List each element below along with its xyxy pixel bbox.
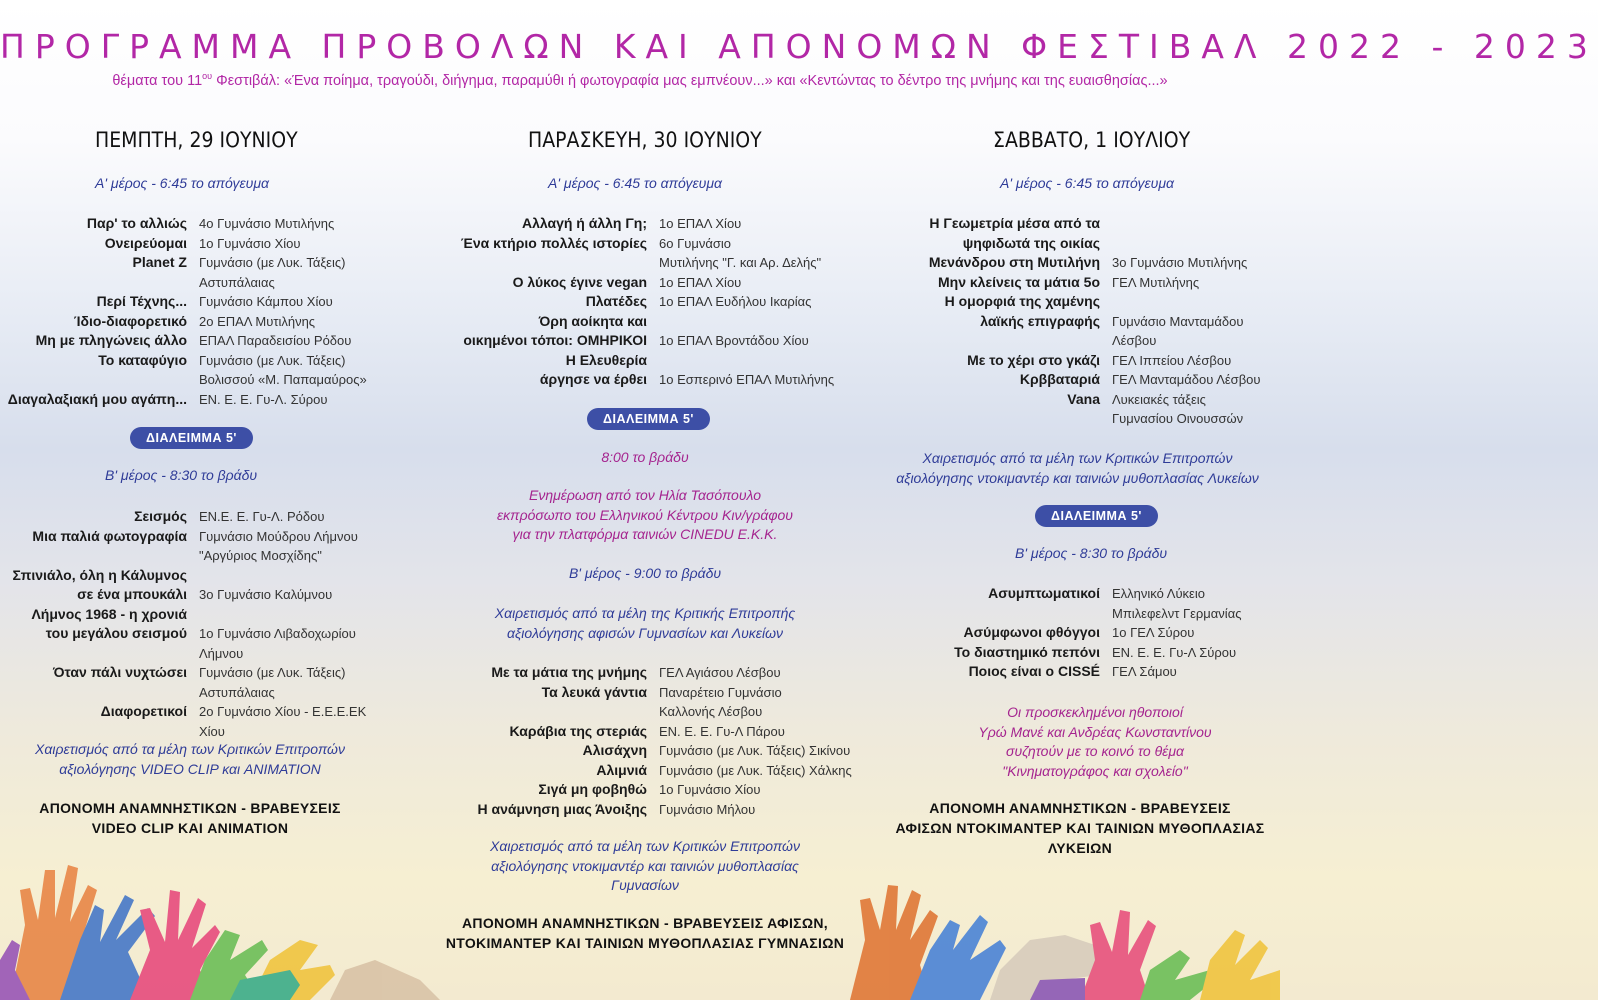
film-title: Η ανάμνηση μιας Άνοιξης: [477, 800, 647, 817]
film-title: Ποιος είναι ο CISSÉ: [968, 663, 1100, 679]
school-name: Γυμνάσιο Μήλου: [659, 801, 756, 817]
film-title: Ασύμφωνοι φθόγγοι: [963, 624, 1100, 640]
school-name: 3ο Γυμνάσιο Καλύμνου: [199, 587, 333, 602]
school-name: ΓΕΛ Μυτιλήνης: [1112, 274, 1200, 290]
film-title: Όταν πάλι νυχτώσει: [53, 664, 187, 680]
day3-award: ΑΠΟΝΟΜΗ ΑΝΑΜΝΗΣΤΙΚΩΝ - ΒΡΑΒΕΥΣΕΙΣ ΑΦΙΣΩΝ ΝΤΟΚΙΜΑΝΤΕΡ ΚΑΙ ΤΑΙΝΙΩΝ ΜΥΘΟΠΛΑΣΙΑΣ ΛΥΚΕΙΩΝ: [895, 800, 1265, 856]
day3-part-b: Β' μέρος - 8:30 το βράδυ: [1015, 545, 1168, 561]
film-title: Αλλαγή ή άλλη Γη;: [521, 215, 647, 231]
day3-part-a: Α' μέρος - 6:45 το απόγευμα: [1000, 175, 1175, 191]
school-name: 3ο Γυμνάσιο Μυτιλήνης: [1112, 255, 1248, 270]
film-title: Σεισμός: [134, 508, 187, 524]
film-title: Ασυμπτωματικοί: [988, 585, 1100, 601]
film-title: Το διαστημικό πεπόνι: [954, 643, 1100, 660]
school-name: 1ο ΓΕΛ Σύρου: [1112, 625, 1195, 640]
day2-part-b: Β' μέρος - 9:00 το βράδυ: [568, 565, 722, 581]
school-name: 1ο Γυμνάσιο Λιβαδοχωρίου Λήμνου: [199, 626, 356, 661]
school-name: 1ο Γυμνάσιο Χίου: [199, 235, 301, 251]
school-name: ΕΝ.Ε. Ε. Γυ-Λ. Ρόδου: [199, 509, 325, 524]
school-name: 1ο ΕΠΑΛ Χίου: [659, 216, 742, 231]
film-title: Πλατέδες: [585, 293, 647, 309]
film-title: Σπινιάλο, όλη η Κάλυμνος σε ένα μπουκάλι: [12, 566, 187, 602]
film-title: Planet Z: [132, 254, 187, 270]
day2-break-badge: ΔΙΑΛΕΙΜΜΑ 5': [587, 408, 710, 430]
school-name: ΕΝ. Ε. Ε. Γυ-Λ Πάρου: [659, 723, 785, 739]
school-name: 6ο Γυμνάσιο Μυτιλήνης "Γ. και Αρ. Δελής": [659, 235, 822, 270]
film-title: Vana: [1067, 390, 1100, 407]
film-title: Κρββαταριά: [1019, 371, 1100, 387]
film-title: Τα λευκά γάντια: [541, 683, 647, 700]
film-title: Η Γεωμετρία μέσα από τα ψηφιδωτά της οικίας Μενάνδρου στη Μυτιλήνη: [928, 215, 1100, 270]
day1-break-badge: ΔΙΑΛΕΙΜΜΑ 5': [130, 427, 253, 449]
page-title: ΠΡΟΓΡΑΜΜΑ ΠΡΟΒΟΛΩΝ ΚΑΙ ΑΠΟΝΟΜΩΝ ΦΕΣΤΙΒΑΛ 2022 - 2023: [0, 27, 1598, 66]
film-title: Διαφορετικοί: [100, 703, 187, 719]
day2-date: ΠΑΡΑΣΚΕΥΗ, 30 ΙΟΥΝΙΟΥ: [528, 128, 762, 152]
school-name: ΕΝ. Ε. Ε. Γυ-Λ. Σύρου: [199, 391, 328, 407]
day3-break-badge: ΔΙΑΛΕΙΜΜΑ 5': [1035, 505, 1158, 527]
day1-date: ΠΕΜΠΤΗ, 29 ΙΟΥΝΙΟΥ: [95, 128, 298, 152]
film-title: Ο λύκος έγινε vegan: [512, 273, 647, 290]
day2-part-a: Α' μέρος - 6:45 το απόγευμα: [548, 175, 723, 191]
film-title: Ένα κτήριο πολλές ιστορίες: [460, 234, 647, 251]
film-title: Η Ελευθερία άργησε να έρθει: [539, 351, 647, 387]
day1-greeting: Χαιρετισμός από τα μέλη των Κριτικών Επιτροπών αξιολόγησης VIDEO CLIP και ANIMATION: [35, 741, 345, 777]
school-name: 1ο ΕΠΑΛ Βροντάδου Χίου: [659, 333, 809, 348]
film-title: Περί Τέχνης...: [96, 293, 187, 309]
school-name: Γυμνάσιο (με Λυκ. Τάξεις) Αστυπάλαιας: [199, 665, 346, 700]
school-name: ΓΕΛ Αγιάσου Λέσβου: [659, 665, 781, 680]
school-name: Παναρέτειο Γυμνάσιο Καλλονής Λέσβου: [659, 684, 782, 719]
film-title: Μια παλιά φωτογραφία: [32, 527, 187, 544]
day2-evening-time: 8:00 το βράδυ: [601, 449, 689, 465]
day3-greeting-lyceums: Χαιρετισμός από τα μέλη των Κριτικών Επιτροπών αξιολόγησης ντοκιμαντέρ και ταινιών μυθοπλασίας Λυκείων: [896, 450, 1259, 486]
day1-award: ΑΠΟΝΟΜΗ ΑΝΑΜΝΗΣΤΙΚΩΝ - ΒΡΑΒΕΥΣΕΙΣ VIDEO CLIP ΚΑΙ ANIMATION: [39, 800, 341, 836]
day2-greeting-posters: Χαιρετισμός από τα μέλη της Κριτικής Επιτροπής αξιολόγησης αφισών Γυμνασίων και Λυκείων: [494, 605, 796, 641]
school-name: Ελληνικό Λύκειο Μπιλεφελντ Γερμανίας: [1112, 586, 1242, 621]
film-title: Όρη αοίκητα και οικημένοι τόποι: ΟΜΗΡΙΚΟΙ: [463, 312, 647, 348]
film-title: Παρ' το αλλιώς: [86, 215, 187, 231]
film-title: Λήμνος 1968 - η χρονιά του μεγάλου σεισμού: [31, 605, 187, 641]
film-title: Με τα μάτια της μνήμης: [491, 664, 647, 680]
school-name: 2ο ΕΠΑΛ Μυτιλήνης: [199, 313, 316, 329]
film-title: Η ομορφιά της χαμένης λαϊκής επιγραφής: [944, 293, 1100, 329]
school-name: Γυμνάσιο Κάμπου Χίου: [199, 294, 333, 309]
day1-part-a: Α' μέρος - 6:45 το απόγευμα: [95, 175, 270, 191]
school-name: ΕΠΑΛ Παραδεισίου Ρόδου: [199, 333, 352, 348]
day2-cinedu-info: Ενημέρωση από τον Ηλία Τασόπουλο εκπρόσωπο του Ελληνικού Κέντρου Κιν/γράφου για την πλατφόρμα ταινιών CINEDU Ε.Κ.Κ.: [497, 487, 793, 542]
film-title: Με το χέρι στο γκάζι: [967, 351, 1100, 368]
film-title: Μη με πληγώνεις άλλο: [35, 332, 187, 348]
film-title: Σιγά μη φοβηθώ: [538, 781, 647, 797]
school-name: Λυκειακές τάξεις Γυμνασίου Οινουσσών: [1112, 391, 1244, 426]
school-name: ΓΕΛ Μανταμάδου Λέσβου: [1112, 372, 1261, 387]
film-title: Καράβια της στεριάς: [509, 722, 647, 739]
painted-hands-left-illustration: [0, 830, 440, 1000]
film-title: Το καταφύγιο: [98, 351, 187, 368]
school-name: ΕΝ. Ε. Ε. Γυ-Λ Σύρου: [1112, 644, 1237, 660]
school-name: Γυμνάσιο (με Λυκ. Τάξεις) Σικίνου: [659, 743, 851, 758]
school-name: ΓΕΛ Σάμου: [1112, 664, 1177, 679]
school-name: Γυμνάσιο (με Λυκ. Τάξεις) Χάλκης: [659, 762, 852, 778]
film-title: Ίδιο-διαφορετικό: [73, 312, 187, 329]
painted-hands-right-illustration: [850, 830, 1280, 1000]
school-name: 2ο Γυμνάσιο Χίου - Ε.Ε.Ε.ΕΚ Χίου: [199, 704, 367, 739]
school-name: Γυμνάσιο Μανταμάδου Λέσβου: [1112, 313, 1244, 348]
school-name: 1ο ΕΠΑΛ Ευδήλου Ικαρίας: [659, 294, 812, 309]
film-title: Αλισάχνη: [582, 742, 647, 758]
school-name: 1ο ΕΠΑΛ Χίου: [659, 274, 742, 290]
page-subtitle: θέματα του $11^{o\upsilon}$ Φεστιβάλ: «Ένα ποίημα, τραγούδι, διήγημα, παραμύθι ή φωτογραφία μας εμπνέουν...» και «Κεντώντας το δέντρο της μνήμης και της ευαισθησίας...»: [112, 71, 1168, 89]
day2-award: ΑΠΟΝΟΜΗ ΑΝΑΜΝΗΣΤΙΚΩΝ - ΒΡΑΒΕΥΣΕΙΣ ΑΦΙΣΩΝ, ΝΤΟΚΙΜΑΝΤΕΡ ΚΑΙ ΤΑΙΝΙΩΝ ΜΥΘΟΠΛΑΣΙΑΣ ΓΥΜΝΑΣΙΩΝ: [445, 915, 845, 951]
film-title: Αλιμνιά: [596, 761, 647, 778]
day3-date: ΣΑΒΒΑΤΟ, 1 ΙΟΥΛΙΟΥ: [993, 128, 1191, 152]
day3-guest-actors: Οι προσκεκλημένοι ηθοποιοί Υρώ Μανέ και Ανδρέας Κωνσταντίνου συζητούν με το κοινό το θέμα "Κινηματογράφος και σχολείο": [978, 704, 1212, 779]
school-name: Γυμνάσιο Μούδρου Λήμνου "Αργύριος Μοσχίδης": [199, 528, 358, 563]
film-title: Διαγαλαξιακή μου αγάπη...: [7, 390, 187, 407]
day1-part-b: Β' μέρος - 8:30 το βράδυ: [105, 467, 258, 483]
school-name: 4ο Γυμνάσιο Μυτιλήνης: [199, 216, 335, 231]
school-name: 1ο Εσπερινό ΕΠΑΛ Μυτιλήνης: [659, 372, 835, 387]
school-name: ΓΕΛ Ιππείου Λέσβου: [1112, 352, 1232, 368]
film-title: Ονειρεύομαι: [104, 234, 187, 251]
day2-greeting-documentaries: Χαιρετισμός από τα μέλη των Κριτικών Επιτροπών αξιολόγησης ντοκιμαντέρ και ταινιών μυθοπλασίας Γυμνασίων: [490, 838, 800, 893]
school-name: Γυμνάσιο (με Λυκ. Τάξεις) Αστυπάλαιας: [199, 255, 346, 290]
school-name: Γυμνάσιο (με Λυκ. Τάξεις) Βολισσού «Μ. Παπαμαύρος»: [199, 352, 367, 387]
film-title: Μην κλείνεις τα μάτια 5ο: [937, 273, 1100, 290]
school-name: 1ο Γυμνάσιο Χίου: [659, 782, 761, 797]
